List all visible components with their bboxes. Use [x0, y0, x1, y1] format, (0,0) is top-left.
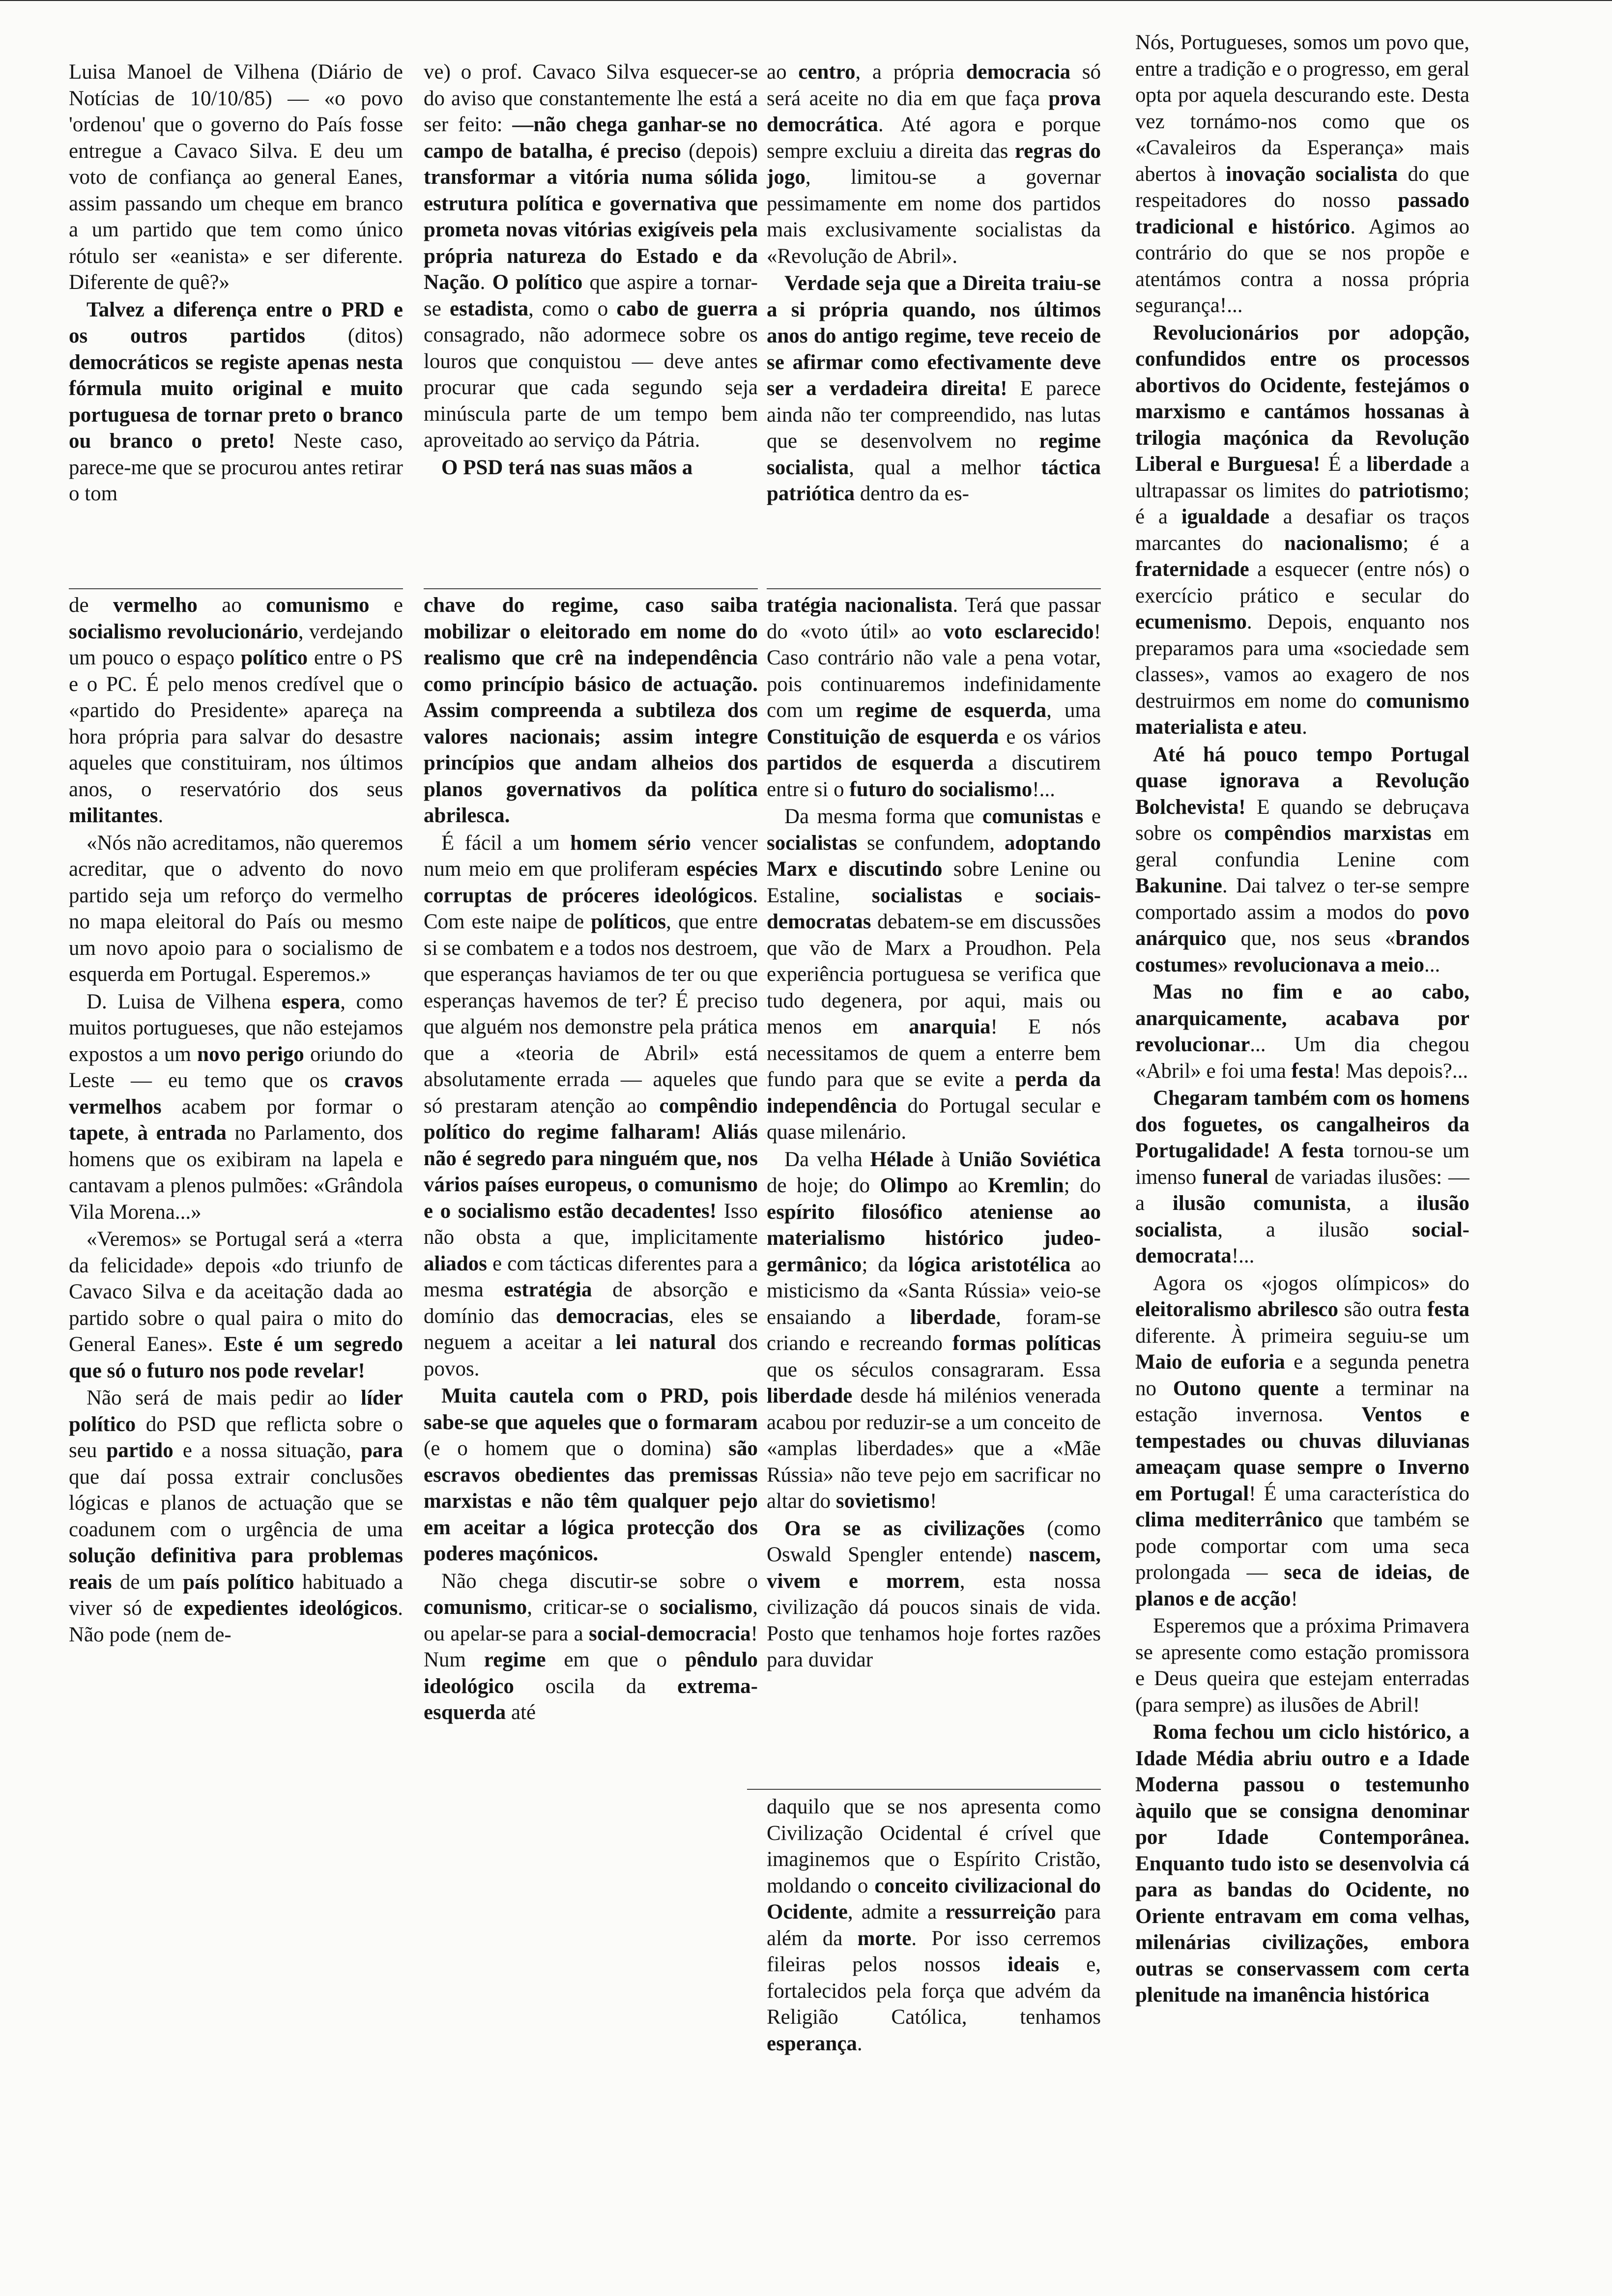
- paragraph: Verdade seja que a Direita traiu-se a si própria quando, nos últimos anos do antigo regime, teve receio de se afirmar como efectivamente deve ser a verdadeira direita! E parece ainda não ter compreendido, nas lutas que se desenvolvem no regime socialista, qual a melhor táctica patriótica dentro da es-: [767, 272, 1101, 505]
- paragraph: Talvez a diferença entre o PRD e os outros partidos (ditos) democráticos se registe apenas nesta fórmula muito original e muito portuguesa de tornar preto o branco ou branco o preto! Neste caso, parece-me que se procurou antes retirar o tom: [69, 298, 403, 505]
- paragraph: D. Luisa de Vilhena espera, como muitos portugueses, que não estejamos expostos a um novo perigo oriundo do Leste — eu temo que os cravos vermelhos acabem por formar o tapete, à entrada no Parlamento, dos homens que os exibiram na lapela e cantavam a plenos pulmões: «Grândola Vila Morena...»: [69, 990, 403, 1224]
- paragraph: daquilo que se nos apresenta como Civilização Ocidental é crível que imaginemos que o Espírito Cristão, moldando o conceito civilizacional do Ocidente, admite a ressurreição para além da morte. Por isso cerremos fileiras pelos nossos ideais e, fortalecidos pela força que advém da Religião Católica, tenhamos esperança.: [767, 1795, 1101, 2055]
- paragraph: Roma fechou um ciclo histórico, a Idade Média abriu outro e a Idade Moderna passou o testemunho àquilo que se consigna denominar por Idade Contemporânea. Enquanto tudo isto se desenvolvia cá para as bandas do Ocidente, no Oriente entravam em coma velhas, milenárias civilizações, embora outras se conservassem com certa plenitude na imanência histórica: [1135, 1721, 1469, 2007]
- column-2-bottom: [424, 592, 758, 2283]
- paragraph: Não chega discutir-se sobre o comunismo, criticar-se o socialismo, ou apelar-se para a social-democracia! Num regime em que o pêndulo ideológico oscila da extrema-esquerda até: [424, 1569, 758, 1724]
- column-3-top: [767, 59, 1101, 587]
- column-3-middle: [767, 592, 1101, 1786]
- column-3-bottom: [767, 1794, 1101, 2167]
- paragraph: O PSD terá nas suas mãos a: [441, 456, 693, 479]
- column-1-bottom: [69, 592, 403, 2283]
- paragraph: tratégia nacionalista. Terá que passar do «voto útil» ao voto esclarecido! Caso contrário não vale a pena votar, pois continuaremos indefinidamente com um regime de esquerda, uma Constituição de esquerda e os vários partidos de esquerda a discutirem entre si o futuro do socialismo!...: [767, 594, 1101, 801]
- column-1-top: [69, 59, 403, 587]
- top-border-line: [0, 0, 1612, 5]
- column-1-divider: [69, 588, 403, 589]
- paragraph: Luisa Manoel de Vilhena (Diário de Notícias de 10/10/85) — «o povo 'ordenou' que o governo do País fosse entregue a Cavaco Silva. E deu um voto de confiança ao general Eanes, assim passando um cheque em branco a um partido que tem como único rótulo ser «eanista» e ser diferente. Diferente de quê?»: [69, 60, 403, 294]
- paragraph: É fácil a um homem sério vencer num meio em que proliferam espécies corruptas de próceres ideológicos. Com este naipe de políticos, que entre si se combatem e a todos nos destroem, que esperanças haviamos de ter ou que esperanças havemos de ter? É preciso que alguém nos demonstre pela prática que a «teoria de Abril» está absolutamente errada — aqueles que só prestaram atenção ao compêndio político do regime falharam! Aliás não é segredo para ninguém que, nos vários países europeus, o comunismo e o socialismo estão decadentes! Isso não obsta a que, implicitamente aliados e com tácticas diferentes para a mesma estratégia de absorção e domínio das democracias, eles se neguem a aceitar a lei natural dos povos.: [424, 831, 758, 1380]
- paragraph: Ora se as civilizações (como Oswald Spengler entende) nascem, vivem e morrem, esta nossa civilização dá poucos sinais de vida. Posto que tenhamos hoje fortes razões para duvidar: [767, 1517, 1101, 1671]
- column-3-divider-2: [747, 1789, 1101, 1790]
- paragraph: ao centro, a própria democracia só será aceite no dia em que faça prova democrática. Até agora e porque sempre excluiu a direita das regras do jogo, limitou-se a governar pessimamente em nome dos partidos mais exclusivamente socialistas da «Revolução de Abril».: [767, 60, 1101, 268]
- paragraph: Da mesma forma que comunistas e socialistas se confundem, adoptando Marx e discutindo sobre Lenine ou Estaline, socialistas e sociais-democratas debatem-se em discussões que vão de Marx a Proudhon. Pela experiência portuguesa se verifica que tudo degenera, por aqui, mais ou menos em anarquia! E nós necessitamos de quem a enterre bem fundo para que se evite a perda da independência do Portugal secular e quase milenário.: [767, 805, 1101, 1144]
- paragraph: Muita cautela com o PRD, pois sabe-se que aqueles que o formaram (e o homem que o domina) são escravos obedientes das premissas marxistas e não têm qualquer pejo em aceitar a lógica protecção dos poderes maçónicos.: [424, 1384, 758, 1565]
- column-2-top: [424, 59, 758, 587]
- paragraph: Mas no fim e ao cabo, anarquicamente, acabava por revolucionar... Um dia chegou «Abril» e foi uma festa! Mas depois?...: [1135, 980, 1469, 1083]
- column-2-divider: [424, 588, 758, 589]
- paragraph: ve) o prof. Cavaco Silva esquecer-se do aviso que constantemente lhe está a ser feito: —não chega ganhar-se no campo de batalha, é preciso (depois) transformar a vitória numa sólida estrutura política e governativa que prometa novas vitórias exigíveis pela própria natureza do Estado e da Nação. O político que aspire a tornar-se estadista, como o cabo de guerra consagrado, não adormece sobre os louros que conquistou — deve antes procurar que cada segundo seja minúscula parte de um tempo bem aproveitado ao serviço da Pátria.: [424, 60, 758, 452]
- paragraph: Não será de mais pedir ao líder político do PSD que reflicta sobre o seu partido e a nossa situação, para que daí possa extrair conclusões lógicas e planos de actuação que se coadunem com o urgência de uma solução definitiva para problemas reais de um país político habituado a viver só de expedientes ideológicos. Não pode (nem de-: [69, 1386, 403, 1646]
- paragraph: «Veremos» se Portugal será a «terra da felicidade» depois «do triunfo de Cavaco Silva e da aceitação dada ao partido sobre o qual paira o mito do General Eanes». Este é um segredo que só o futuro nos pode revelar!: [69, 1228, 403, 1382]
- paragraph: Da velha Hélade à União Soviética de hoje; do Olimpo ao Kremlin; do espírito filosófico ateniense ao materialismo histórico judeo-germânico; da lógica aristotélica ao misticismo da «Santa Rússia» veio-se ensaiando a liberdade, foram-se criando e recreando formas políticas que os séculos consagraram. Essa liberdade desde há milénios venerada acabou por reduzir-se a um conceito de «amplas liberdades» que a «Mãe Rússia» não teve pejo em sacrificar no altar do sovietismo!: [767, 1148, 1101, 1513]
- paragraph: Agora os «jogos olímpicos» do eleitoralismo abrilesco são outra festa diferente. À primeira seguiu-se um Maio de euforia e a segunda penetra no Outono quente a terminar na estação invernosa. Ventos e tempestades ou chuvas diluvianas ameaçam quase sempre o Inverno em Portugal! É uma característica do clima mediterrânico que também se pode comportar com uma seca prolongada — seca de ideias, de planos e de acção!: [1135, 1271, 1469, 1610]
- paragraph: Nós, Portugueses, somos um povo que, entre a tradição e o progresso, em geral opta por aquela descurando este. Desta vez tornámo-nos como que os «Cavaleiros da Esperança» mais abertos à inovação socialista do que respeitadores do nosso passado tradicional e histórico. Agimos ao contrário do que se nos propõe e atentámos contra a nossa própria segurança!...: [1135, 31, 1469, 317]
- paragraph: Chegaram também com os homens dos foguetes, os cangalheiros da Portugalidade! A festa tornou-se um imenso funeral de variadas ilusões: — a ilusão comunista, a ilusão socialista, a ilusão social-democrata!...: [1135, 1087, 1469, 1267]
- paragraph: Esperemos que a próxima Primavera se apresente como estação promissora e Deus queira que estejam enterradas (para sempre) as ilusões de Abril!: [1135, 1614, 1469, 1717]
- column-4: [1135, 29, 1469, 2285]
- paragraph: chave do regime, caso saiba mobilizar o eleitorado em nome do realismo que crê na independência como princípio básico de actuação. Assim compreenda a subtileza dos valores nacionais; assim integre princípios que andam alheios dos planos governativos da política abrilesca.: [424, 594, 758, 827]
- paragraph: Revolucionários por adopção, confundidos entre os processos abortivos do Ocidente, festejámos o marxismo e cantámos hossanas à trilogia maçónica da Revolução Liberal e Burguesa! É a liberdade a ultrapassar os limites do patriotismo; é a igualdade a desafiar os traços marcantes do nacionalismo; é a fraternidade a esquecer (entre nós) o exercício prático e secular do ecumenismo. Depois, enquanto nos preparamos para uma «sociedade sem classes», vamos ao exagero de nos destruirmos em nome do comunismo materialista e ateu.: [1135, 321, 1469, 739]
- paragraph: Até há pouco tempo Portugal quase ignorava a Revolução Bolchevista! E quando se debruçava sobre os compêndios marxistas em geral confundia Lenine com Bakunine. Dai talvez o ter-se sempre comportado assim a modos do povo anárquico que, nos seus «brandos costumes» revolucionava a meio...: [1135, 743, 1469, 976]
- paragraph: «Nós não acreditamos, não queremos acreditar, que o advento do novo partido seja um reforço do vermelho no mapa eleitoral do País ou mesmo um novo apoio para o socialismo de esquerda em Portugal. Esperemos.»: [69, 831, 403, 986]
- paragraph: de vermelho ao comunismo e socialismo revolucionário, verdejando um pouco o espaço político entre o PS e o PC. É pelo menos credível que o «partido do Presidente» apareça na hora própria para salvar do desastre aqueles que constituiram, nos últimos anos, o reservatório dos seus militantes.: [69, 594, 403, 827]
- column-3-divider: [767, 588, 1101, 589]
